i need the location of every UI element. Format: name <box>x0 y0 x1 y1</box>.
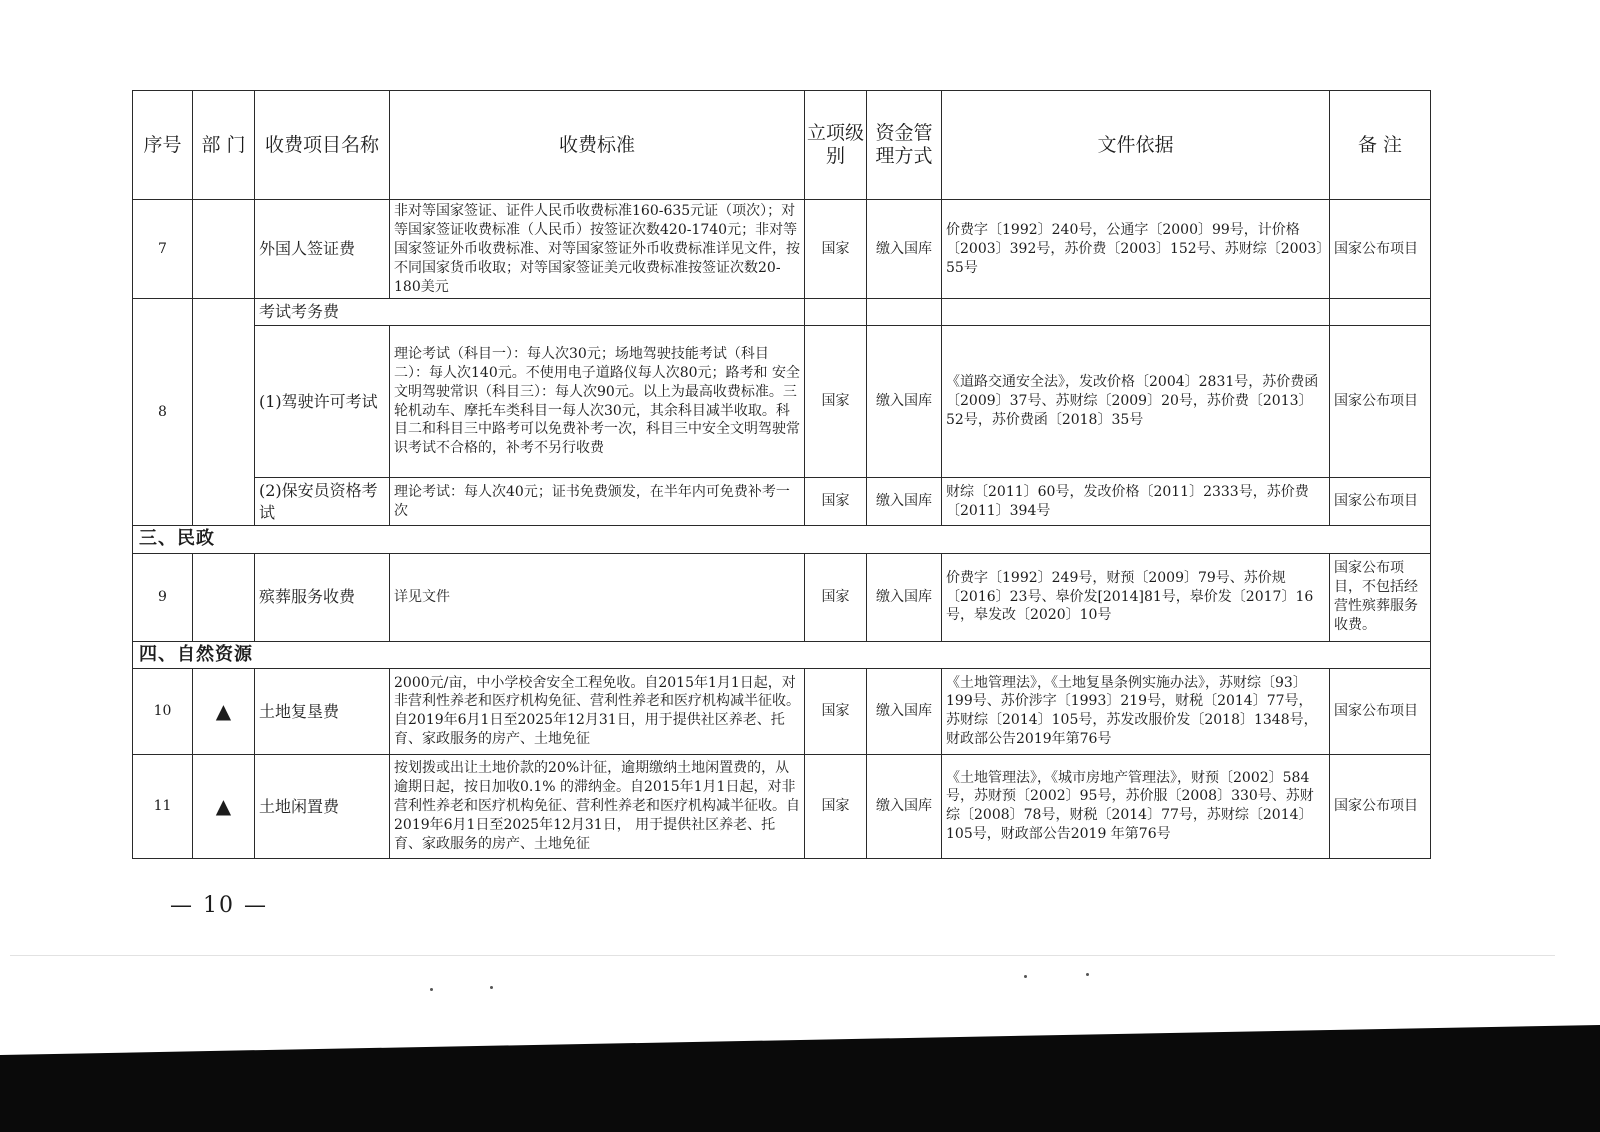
row-standard: 非对等国家签证、证件人民币收费标准160-635元证（项次）；对等国家签证收费标准（人民币）按签证次数420-1740元；非对等国家签证外币收费标准、对等国家签证外币收费标准详见文件，按不同国家货币收取；对等国家签证美元收费标准按签证次数20-180美元 <box>390 200 805 299</box>
header-basis: 文件依据 <box>942 91 1330 200</box>
row-remark: 国家公布项目 <box>1330 478 1431 526</box>
row-item: (2)保安员资格考试 <box>255 478 390 526</box>
scan-speck <box>490 986 493 989</box>
row-seq: 8 <box>133 299 193 526</box>
row-standard: 理论考试（科目一）：每人次30元；场地驾驶技能考试（科目二）：每人次140元。不使用电子道路仪每人次80元；路考和 安全文明驾驶常识（科目三）：每人次90元。以上为最高收费标准。三轮机动车、摩托车类科目一每人次30元，其余科目减半收取。科目二和科目三中路考可以免费补考一次，科目三中安全文明驾驶常识考试不合格的，补考不另行收费 <box>390 326 805 478</box>
section-row <box>133 641 1431 668</box>
row-item: 土地闲置费 <box>255 754 390 858</box>
row-level: 国家 <box>805 326 867 478</box>
header-fund: 资金管理方式 <box>867 91 942 200</box>
row-item: 外国人签证费 <box>255 200 390 299</box>
header-row <box>133 91 1431 200</box>
row-dept <box>193 553 255 641</box>
row-item: 土地复垦费 <box>255 668 390 754</box>
row-standard: 详见文件 <box>390 553 805 641</box>
row-remark: 国家公布项目，不包括经营性殡葬服务收费。 <box>1330 553 1431 641</box>
page-number: — 10 — <box>170 893 268 918</box>
header-level: 立项级别 <box>805 91 867 200</box>
table-row <box>133 326 1431 478</box>
row-fund: 缴入国库 <box>867 754 942 858</box>
row-basis: 价费字〔1992〕240号，公通字〔2000〕99号，计价格〔2003〕392号，苏价费〔2003〕152号、苏财综〔2003〕55号 <box>942 200 1330 299</box>
empty-cell <box>942 299 1330 326</box>
table-row <box>133 668 1431 754</box>
row-remark: 国家公布项目 <box>1330 200 1431 299</box>
section-title: 三、民政 <box>133 526 1431 553</box>
row-level: 国家 <box>805 200 867 299</box>
row-dept <box>193 299 255 526</box>
table-row <box>133 478 1431 526</box>
fee-table <box>132 90 1431 859</box>
row-remark: 国家公布项目 <box>1330 326 1431 478</box>
row-level: 国家 <box>805 754 867 858</box>
row-fund: 缴入国库 <box>867 668 942 754</box>
row-basis: 《道路交通安全法》，发改价格〔2004〕2831号，苏价费函〔2009〕37号、苏财综〔2009〕20号，苏价费〔2013〕52号，苏价费函〔2018〕35号 <box>942 326 1330 478</box>
row-item: (1)驾驶许可考试 <box>255 326 390 478</box>
row-seq: 7 <box>133 200 193 299</box>
row-standard: 理论考试：每人次40元；证书免费颁发，在半年内可免费补考一次 <box>390 478 805 526</box>
header-item: 收费项目名称 <box>255 91 390 200</box>
empty-cell <box>867 299 942 326</box>
row-fund: 缴入国库 <box>867 478 942 526</box>
scan-divider <box>10 955 1555 956</box>
row-fund: 缴入国库 <box>867 200 942 299</box>
scan-speck <box>1086 973 1089 976</box>
row-standard: 2000元/亩，中小学校舍安全工程免收。自2015年1月1日起，对非营利性养老和医疗机构免征、营利性养老和医疗机构减半征收。自2019年6月1日至2025年12月31日，用于提供社区养老、托育、家政服务的房产、土地免征 <box>390 668 805 754</box>
section-row <box>133 526 1431 553</box>
header-standard: 收费标准 <box>390 91 805 200</box>
header-seq: 序号 <box>133 91 193 200</box>
row-dept <box>193 200 255 299</box>
section-title: 四、自然资源 <box>133 641 1431 668</box>
header-dept: 部 门 <box>193 91 255 200</box>
row-remark: 国家公布项目 <box>1330 754 1431 858</box>
triangle-marker: ▲ <box>193 668 255 754</box>
row-standard: 按划拨或出让土地价款的20%计征，逾期缴纳土地闲置费的，从逾期日起，按日加收0.1% 的滞纳金。自2015年1月1日起，对非营利性养老和医疗机构免征、营利性养老和医疗机构减半征收。自2019年6月1日至2025年12月31日， 用于提供社区养老、托育、家政服务的房产、土地免征 <box>390 754 805 858</box>
table-row <box>133 200 1431 299</box>
row-seq: 10 <box>133 668 193 754</box>
row-basis: 财综〔2011〕60号，发改价格〔2011〕2333号，苏价费〔2011〕394号 <box>942 478 1330 526</box>
row-remark: 国家公布项目 <box>1330 668 1431 754</box>
empty-cell <box>805 299 867 326</box>
row-seq: 9 <box>133 553 193 641</box>
row-basis: 《土地管理法》，《土地复垦条例实施办法》，苏财综〔93〕199号、苏价涉字〔1993〕219号，财税〔2014〕77号，苏财综〔2014〕105号，苏发改服价发〔2018〕1348号，财政部公告2019年第76号 <box>942 668 1330 754</box>
row-item: 殡葬服务收费 <box>255 553 390 641</box>
row-basis: 《土地管理法》，《城市房地产管理法》，财预〔2002〕584号，苏财预〔2002〕95号，苏价服〔2008〕330号、苏财综〔2008〕78号，财税〔2014〕77号，苏财综〔2014〕105号，财政部公告2019 年第76号 <box>942 754 1330 858</box>
row-fund: 缴入国库 <box>867 326 942 478</box>
scan-speck <box>1024 975 1027 978</box>
row-seq: 11 <box>133 754 193 858</box>
row-subheading: 考试考务费 <box>255 299 805 326</box>
table-row <box>133 754 1431 858</box>
scanner-edge <box>0 1025 1600 1132</box>
row-level: 国家 <box>805 668 867 754</box>
table-row <box>133 299 1431 326</box>
table-row <box>133 553 1431 641</box>
header-remark: 备 注 <box>1330 91 1431 200</box>
row-fund: 缴入国库 <box>867 553 942 641</box>
row-level: 国家 <box>805 553 867 641</box>
row-basis: 价费字〔1992〕249号，财预〔2009〕79号、苏价规〔2016〕23号、皋价发[2014]81号，皋价发〔2017〕16号，皋发改〔2020〕10号 <box>942 553 1330 641</box>
triangle-marker: ▲ <box>193 754 255 858</box>
empty-cell <box>1330 299 1431 326</box>
scan-speck <box>430 988 433 991</box>
row-level: 国家 <box>805 478 867 526</box>
